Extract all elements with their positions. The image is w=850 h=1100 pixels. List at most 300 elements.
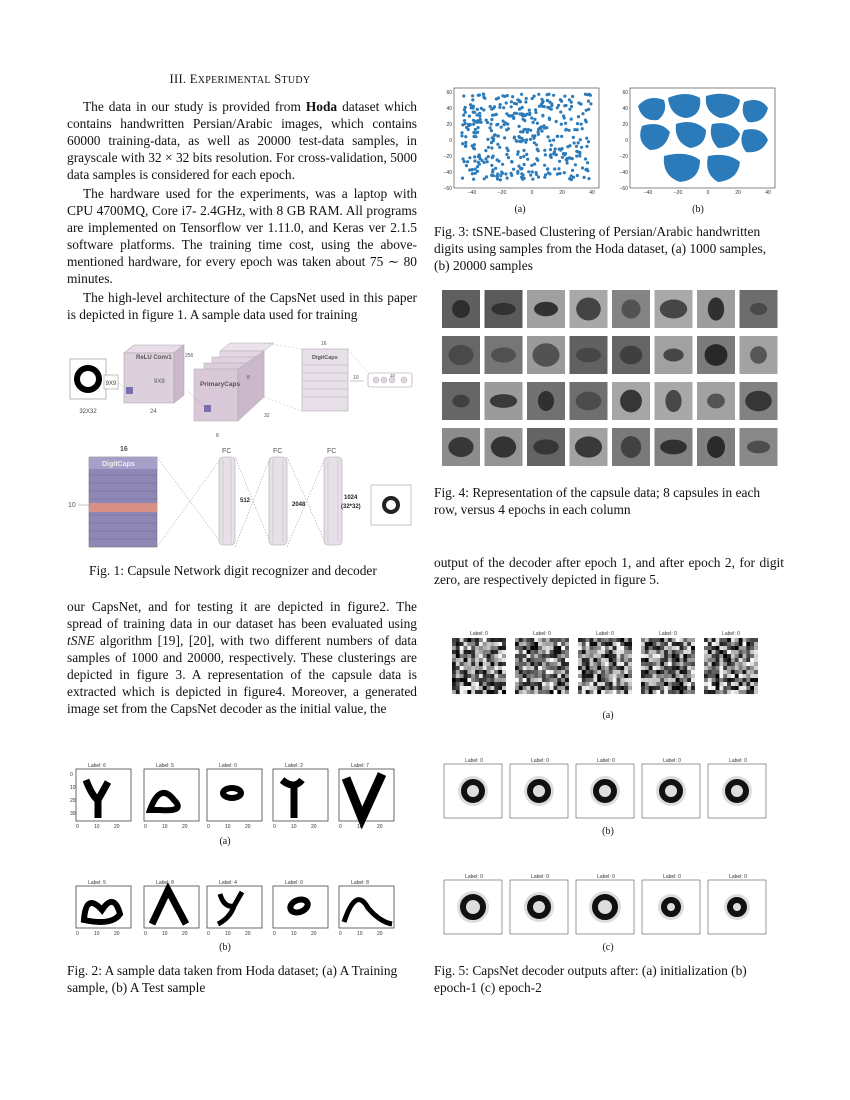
figure-1-capsnet-diagram <box>64 335 419 555</box>
y-tick-label: 0 <box>449 138 452 144</box>
scatter-point <box>461 142 464 145</box>
capsule-tile <box>442 336 480 374</box>
scatter-point <box>560 135 563 138</box>
scatter-point <box>472 131 475 134</box>
left-column-text-2 <box>67 598 417 717</box>
dim-32-label: 32 <box>264 413 270 419</box>
svg-text:20: 20 <box>311 824 317 830</box>
scatter-point <box>572 136 575 139</box>
capsule-tile <box>527 382 565 420</box>
y-tick-label: −20 <box>443 154 452 160</box>
svg-text:20: 20 <box>182 931 188 937</box>
scatter-point <box>496 143 499 146</box>
output-label: Label: 0 <box>465 758 483 764</box>
decoder-output-tile <box>510 758 568 818</box>
capsule-tile <box>527 336 565 374</box>
scatter-point <box>566 161 569 164</box>
dim-256-label: 256 <box>185 353 194 359</box>
scatter-point <box>548 139 551 142</box>
scatter-point <box>468 168 471 171</box>
svg-text:10: 10 <box>225 824 231 830</box>
fc-1-label: FC <box>222 448 232 455</box>
capsule-tile <box>697 290 735 328</box>
capsule-tile <box>740 336 778 374</box>
scatter-point <box>494 167 497 170</box>
scatter-point <box>520 93 523 96</box>
scatter-point <box>550 144 553 147</box>
dim-8a-label: 8 <box>247 375 250 381</box>
scatter-point <box>496 123 499 126</box>
scatter-point <box>464 135 467 138</box>
scatter-point <box>510 172 513 175</box>
scatter-point <box>563 116 566 119</box>
scatter-point <box>561 147 564 150</box>
output-label: Label: 0 <box>722 631 740 637</box>
y-tick-label: 60 <box>446 90 452 96</box>
scatter-point <box>479 118 482 121</box>
output-label: Label: 0 <box>597 874 615 880</box>
capsule-tile <box>697 382 735 420</box>
fc-2-label: FC <box>273 448 283 455</box>
scatter-point <box>568 177 571 180</box>
scatter-point <box>536 148 539 151</box>
scatter-point <box>589 94 592 97</box>
scatter-point <box>527 128 530 131</box>
scatter-point <box>482 96 485 99</box>
fc-512-label: 512 <box>240 498 251 504</box>
scatter-point <box>522 139 525 142</box>
scatter-point <box>510 160 513 163</box>
decoder-output-tile <box>576 874 634 934</box>
scatter-point <box>581 127 584 130</box>
fig2a-panel-3 <box>207 763 262 821</box>
capsule-tile <box>612 428 650 466</box>
capsule-tile <box>697 336 735 374</box>
figure-5-caption: Fig. 5: CapsNet decoder outputs after: (a) initialization (b) epoch-1 (c) epoch-2 <box>434 963 747 995</box>
scatter-point <box>523 163 526 166</box>
fig2a-panel-4 <box>273 763 328 821</box>
scatter-point <box>520 172 523 175</box>
section-number: III. <box>169 72 187 86</box>
scatter-point <box>563 95 566 98</box>
scatter-point <box>507 127 510 130</box>
scatter-point <box>472 135 475 138</box>
y-tick-label: −40 <box>443 170 452 176</box>
scatter-point <box>471 172 474 175</box>
svg-text:30: 30 <box>70 811 76 817</box>
scatter-point <box>496 134 499 137</box>
decoder-output-tile <box>444 758 502 818</box>
scatter-point <box>564 104 567 107</box>
scatter-point <box>553 150 556 153</box>
scatter-point <box>482 93 485 96</box>
scatter-point <box>568 98 571 101</box>
scatter-point <box>524 128 527 131</box>
svg-text:20: 20 <box>245 931 251 937</box>
figure-4-capsule-grid <box>440 288 782 476</box>
scatter-point <box>499 103 502 106</box>
scatter-point <box>536 122 539 125</box>
output-label: Label: 0 <box>533 631 551 637</box>
scatter-point <box>537 93 540 96</box>
relu-kernel-label: 9X9 <box>154 379 165 385</box>
scatter-point <box>525 138 528 141</box>
decoder-output-tile <box>444 874 502 934</box>
scatter-point <box>512 116 515 119</box>
x-tick-label: −20 <box>497 190 507 194</box>
svg-text:0: 0 <box>273 824 276 830</box>
scatter-point <box>461 177 464 180</box>
capsule-tile <box>570 428 608 466</box>
scatter-point <box>489 105 492 108</box>
x-tick-label: 20 <box>559 190 565 194</box>
scatter-point <box>556 173 559 176</box>
scatter-point <box>535 157 538 160</box>
scatter-point <box>502 106 505 109</box>
scatter-point <box>537 175 540 178</box>
capsule-tile <box>570 382 608 420</box>
scatter-point <box>534 111 537 114</box>
svg-text:20: 20 <box>70 798 76 804</box>
capsule-tile <box>655 290 693 328</box>
fc-1024-label: 1024 <box>344 495 358 501</box>
scatter-point <box>516 172 519 175</box>
svg-text:10: 10 <box>291 931 297 937</box>
scatter-point <box>554 147 557 150</box>
scatter-point <box>531 97 534 100</box>
dim-10b-label: 10 <box>390 373 396 378</box>
scatter-point <box>486 138 489 141</box>
capsule-tile <box>740 428 778 466</box>
scatter-point <box>486 121 489 124</box>
scatter-point <box>578 154 581 157</box>
scatter-point <box>462 114 465 117</box>
scatter-point <box>521 130 524 133</box>
decoder-output-tile <box>708 874 766 934</box>
scatter-point <box>528 109 531 112</box>
primarycaps-label: PrimaryCaps <box>200 381 241 388</box>
scatter-point <box>507 149 510 152</box>
scatter-point <box>473 120 476 123</box>
noise-output-tile <box>515 631 569 694</box>
scatter-point <box>549 148 552 151</box>
scatter-point <box>525 153 528 156</box>
scatter-point <box>472 147 475 150</box>
section-heading <box>60 72 420 87</box>
output-label: Label: 0 <box>597 758 615 764</box>
scatter-point <box>498 106 501 109</box>
scatter-point <box>491 114 494 117</box>
fig2b-panel-5 <box>339 880 394 928</box>
capsule-tile <box>485 428 523 466</box>
scatter-point <box>531 178 534 181</box>
figure-2b-test-samples <box>64 878 419 940</box>
svg-text:10: 10 <box>162 824 168 830</box>
fc-2048-label: 2048 <box>292 502 306 508</box>
scatter-point <box>475 113 478 116</box>
scatter-point <box>493 105 496 108</box>
scatter-point <box>474 172 477 175</box>
figure-1-caption: Fig. 1: Capsule Network digit recognizer and decoder <box>89 563 377 578</box>
scatter-point <box>524 100 527 103</box>
noise-output-tile <box>704 631 758 694</box>
scatter-point <box>576 174 579 177</box>
decoder-output-image <box>371 485 411 525</box>
scatter-point <box>515 139 518 142</box>
fc-layer-1 <box>219 457 235 545</box>
scatter-point <box>553 167 556 170</box>
scatter-point <box>534 108 537 111</box>
y-tick-label: 40 <box>622 106 628 112</box>
scatter-point <box>535 173 538 176</box>
scatter-point <box>509 115 512 118</box>
scatter-point <box>496 158 499 161</box>
scatter-point <box>549 155 552 158</box>
output-label: Label: 0 <box>531 758 549 764</box>
scatter-point <box>505 153 508 156</box>
fig2a-panel-5 <box>339 763 394 821</box>
scatter-point <box>511 95 514 98</box>
scatter-point <box>569 157 572 160</box>
scatter-point <box>580 146 583 149</box>
svg-text:Label: 4: Label: 4 <box>219 880 237 886</box>
scatter-point <box>584 168 587 171</box>
kernel-size-label: 9X9 <box>105 381 117 387</box>
figure-5c-epoch2 <box>440 872 770 938</box>
capsule-tile <box>697 428 735 466</box>
scatter-point <box>552 94 555 97</box>
x-tick-label: 0 <box>706 190 710 194</box>
scatter-point <box>575 145 578 148</box>
scatter-point <box>478 153 481 156</box>
scatter-point <box>583 176 586 179</box>
fig2b-panel-1 <box>76 880 131 928</box>
noise-output-tile <box>452 631 506 694</box>
left-column-text <box>67 98 417 323</box>
scatter-point <box>526 158 529 161</box>
scatter-point <box>587 100 590 103</box>
scatter-point <box>510 105 513 108</box>
scatter-point <box>476 108 479 111</box>
scatter-point <box>471 98 474 101</box>
figure-4-caption: Fig. 4: Representation of the capsule data; 8 capsules in each row, versus 4 epochs in each column <box>434 485 761 517</box>
svg-text:20: 20 <box>114 931 120 937</box>
scatter-point <box>517 135 520 138</box>
scatter-point <box>570 118 573 121</box>
scatter-point <box>462 94 465 97</box>
scatter-point <box>531 170 534 173</box>
fig2b-panel-3 <box>207 880 262 928</box>
scatter-point <box>560 123 563 126</box>
svg-text:0: 0 <box>76 931 79 937</box>
scatter-point <box>543 127 546 130</box>
figure-2b-label: (b) <box>219 942 231 953</box>
scatter-point <box>463 160 466 163</box>
y-tick-label: 0 <box>625 138 628 144</box>
scatter-point <box>585 137 588 140</box>
capsule-tile <box>612 336 650 374</box>
scatter-point <box>515 112 518 115</box>
paragraph-hardware: The hardware used for the experiments, was a laptop with CPU 4700MQ, Core i7- 2.4GHz, with 8 GB RAM. All programs are implemented on Tensorflow ver 1.11.0, and Keras ver 2.1.5 software platforms. The training time cost, using the above-mentioned hardware, for every epoch was taken about 75 ∼ 80 minutes. <box>67 186 417 286</box>
scatter-point <box>540 130 543 133</box>
scatter-point <box>492 139 495 142</box>
svg-text:10: 10 <box>162 931 168 937</box>
scatter-point <box>568 144 571 147</box>
scatter-point <box>501 163 504 166</box>
output-label: Label: 0 <box>659 631 677 637</box>
scatter-point <box>485 175 488 178</box>
figure-3b-tsne-20000 <box>608 82 780 194</box>
scatter-point <box>560 100 563 103</box>
x-tick-label: 0 <box>530 190 534 194</box>
scatter-point <box>496 177 499 180</box>
svg-text:0: 0 <box>207 931 210 937</box>
scatter-point <box>507 156 510 159</box>
paragraph-architecture: The high-level architecture of the CapsNet used in this paper is depicted in figure 1. A sample data used for training <box>67 290 417 322</box>
scatter-point <box>486 160 489 163</box>
scatter-point <box>564 152 567 155</box>
svg-text:0: 0 <box>144 931 147 937</box>
scatter-point <box>579 138 582 141</box>
scatter-point <box>466 160 469 163</box>
svg-text:Label: 8: Label: 8 <box>351 880 369 886</box>
svg-text:20: 20 <box>377 824 383 830</box>
scatter-point <box>586 93 589 96</box>
figure-5b-epoch1 <box>440 756 770 822</box>
decoder-output-tile <box>576 758 634 818</box>
capsule-tile <box>612 290 650 328</box>
scatter-point <box>575 155 578 158</box>
scatter-point <box>472 178 475 181</box>
figure-5a-initialization <box>452 628 768 698</box>
scatter-point <box>577 115 580 118</box>
input-size-label: 32X32 <box>79 409 97 415</box>
y-tick-label: 20 <box>622 122 628 128</box>
capsule-tile <box>527 428 565 466</box>
scatter-point <box>490 146 493 149</box>
scatter-point <box>547 93 550 96</box>
fc-3-label: FC <box>327 448 337 455</box>
x-tick-label: 40 <box>589 190 595 194</box>
output-label: Label: 0 <box>531 874 549 880</box>
scatter-point <box>498 146 501 149</box>
scatter-point <box>561 156 564 159</box>
scatter-point <box>468 115 471 118</box>
svg-text:10: 10 <box>94 931 100 937</box>
scatter-point <box>506 94 509 97</box>
scatter-point <box>518 125 521 128</box>
fc-1024-shape-label: (32*32) <box>341 504 361 510</box>
fc-layer-3 <box>324 457 342 545</box>
scatter-point <box>574 163 577 166</box>
figure-5c-label: (c) <box>602 942 614 953</box>
capsule-tile <box>612 382 650 420</box>
output-label: Label: 0 <box>729 758 747 764</box>
scatter-point <box>473 159 476 162</box>
scatter-point <box>510 100 513 103</box>
figure-5b-label: (b) <box>602 826 614 837</box>
decoder-output-tile <box>642 874 700 934</box>
scatter-point <box>565 158 568 161</box>
scatter-point <box>541 114 544 117</box>
svg-text:20: 20 <box>377 931 383 937</box>
scatter-point <box>518 108 521 111</box>
decoder-output-tile <box>510 874 568 934</box>
fc-layer-2 <box>269 457 287 545</box>
scatter-point <box>490 129 493 132</box>
y-tick-label: 40 <box>446 106 452 112</box>
scatter-point <box>478 115 481 118</box>
scatter-point <box>571 169 574 172</box>
svg-text:Label: 7: Label: 7 <box>351 763 369 769</box>
scatter-point <box>471 94 474 97</box>
scatter-point <box>587 177 590 180</box>
right-column-text <box>434 554 784 588</box>
scatter-point <box>530 116 533 119</box>
scatter-point <box>464 141 467 144</box>
scatter-point <box>548 118 551 121</box>
scatter-point <box>516 153 519 156</box>
figure-3a-tsne-1000 <box>432 82 604 194</box>
scatter-point <box>490 164 493 167</box>
scatter-point <box>515 102 518 105</box>
y-tick-label: −60 <box>619 186 628 192</box>
svg-text:10: 10 <box>70 785 76 791</box>
x-tick-label: −20 <box>673 190 683 194</box>
svg-text:10: 10 <box>357 931 363 937</box>
scatter-point <box>522 118 525 121</box>
scatter-point <box>544 153 547 156</box>
scatter-point <box>556 135 559 138</box>
scatter-point <box>547 135 550 138</box>
fig2b-panel-4 <box>273 880 328 928</box>
scatter-point <box>533 163 536 166</box>
scatter-point <box>555 120 558 123</box>
svg-text:Label: 5: Label: 5 <box>88 880 106 886</box>
figure-3b-label: (b) <box>692 204 704 215</box>
scatter-point <box>577 141 580 144</box>
scatter-point <box>589 102 592 105</box>
scatter-point <box>550 102 553 105</box>
y-tick-label: 20 <box>446 122 452 128</box>
paragraph-samples: our CapsNet, and for testing it are depicted in figure2. The spread of training data in our dataset has been evaluated using tSNE algorithm [19], [20], with two different numbers of data samples of 1000 and 20000, respectively. These clusterings are depicted in figure 3. A representation of the capsule data is extracted which is depicted in figure4. Moreover, a generated image set from the CapsNet decoder as the initial value, the <box>67 599 417 716</box>
capsule-tile <box>740 290 778 328</box>
scatter-point <box>465 126 468 129</box>
scatter-point <box>473 155 476 158</box>
scatter-point <box>491 171 494 174</box>
scatter-point <box>484 157 487 160</box>
digitcaps-highlight-row <box>89 503 157 512</box>
scatter-point <box>460 134 463 137</box>
y-tick-label: −60 <box>443 186 452 192</box>
capsule-tile <box>570 336 608 374</box>
scatter-point <box>552 139 555 142</box>
scatter-point <box>482 108 485 111</box>
y-tick-label: −40 <box>619 170 628 176</box>
x-tick-label: 40 <box>765 190 771 194</box>
scatter-point <box>523 177 526 180</box>
output-label: Label: 0 <box>470 631 488 637</box>
scatter-point <box>579 103 582 106</box>
scatter-point <box>546 99 549 102</box>
figure-2-caption: Fig. 2: A sample data taken from Hoda dataset; (a) A Training sample, (b) A Test sample <box>67 963 398 995</box>
scatter-point <box>467 123 470 126</box>
relu-conv1-label: ReLU Conv1 <box>136 355 172 361</box>
scatter-point <box>502 120 505 123</box>
scatter-point <box>580 123 583 126</box>
capsule-tile <box>655 428 693 466</box>
figure-5a-label: (a) <box>602 710 614 721</box>
